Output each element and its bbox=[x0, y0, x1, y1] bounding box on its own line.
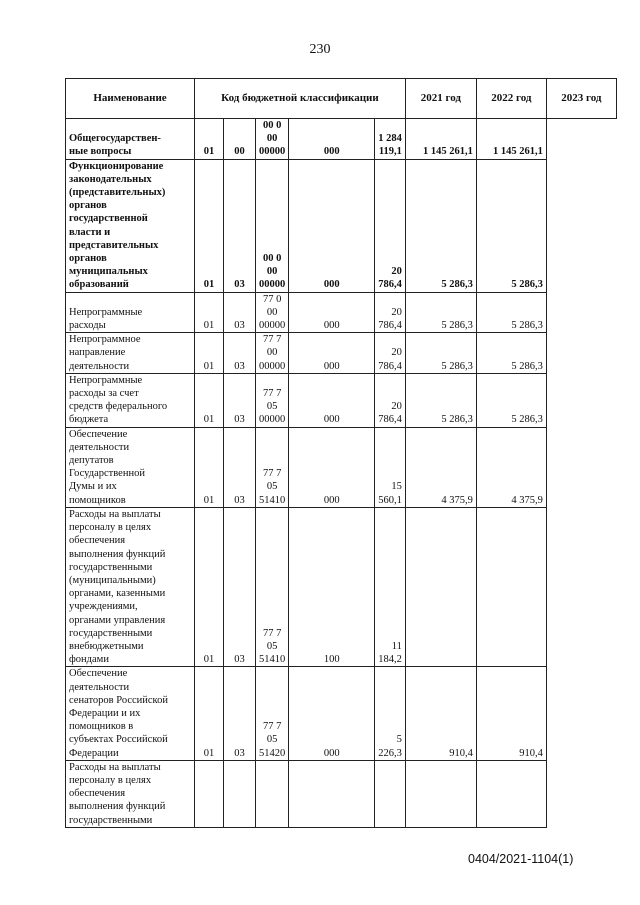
code-target-article: 77 0 00 00000 bbox=[256, 292, 289, 333]
row-name: Непрограммные расходы bbox=[66, 292, 195, 333]
code-expense-type: 000 bbox=[289, 427, 375, 507]
value-2021 bbox=[375, 760, 406, 827]
code-target-article: 77 7 05 51410 bbox=[256, 507, 289, 666]
value-2023: 1 145 261,1 bbox=[476, 119, 546, 160]
code-expense-type: 000 bbox=[289, 667, 375, 760]
code-subsection: 03 bbox=[224, 333, 256, 374]
row-name: Функционирование законодательных (представительных) органов государственной власти и представительных органов муниципальных образований bbox=[66, 159, 195, 292]
row-name: Непрограммные расходы за счет средств федерального бюджета bbox=[66, 373, 195, 427]
value-2022: 1 145 261,1 bbox=[405, 119, 476, 160]
value-2021: 20 786,4 bbox=[375, 373, 406, 427]
table-row bbox=[66, 507, 617, 666]
value-2021: 1 284 119,1 bbox=[375, 119, 406, 160]
code-target-article: 77 7 05 00000 bbox=[256, 373, 289, 427]
value-2021: 20 786,4 bbox=[375, 292, 406, 333]
code-section: 01 bbox=[195, 667, 224, 760]
code-section: 01 bbox=[195, 292, 224, 333]
code-expense-type: 000 bbox=[289, 373, 375, 427]
code-target-article: 00 0 00 00000 bbox=[256, 159, 289, 292]
value-2021: 5 226,3 bbox=[375, 667, 406, 760]
code-target-article bbox=[256, 760, 289, 827]
value-2022 bbox=[405, 507, 476, 666]
header-2023: 2023 год bbox=[546, 79, 616, 119]
value-2023: 5 286,3 bbox=[476, 333, 546, 374]
code-target-article: 77 7 05 51410 bbox=[256, 427, 289, 507]
value-2021: 15 560,1 bbox=[375, 427, 406, 507]
value-2021: 20 786,4 bbox=[375, 159, 406, 292]
code-expense-type bbox=[289, 760, 375, 827]
row-name: Расходы на выплаты персоналу в целях обеспечения выполнения функций государственными bbox=[66, 760, 195, 827]
value-2022: 4 375,9 bbox=[405, 427, 476, 507]
code-subsection: 03 bbox=[224, 159, 256, 292]
table-row bbox=[66, 427, 617, 507]
code-expense-type: 000 bbox=[289, 333, 375, 374]
row-name: Общегосударствен- ные вопросы bbox=[66, 119, 195, 160]
code-section: 01 bbox=[195, 159, 224, 292]
value-2022: 910,4 bbox=[405, 667, 476, 760]
document-code: 0404/2021-1104(1) bbox=[468, 852, 574, 866]
value-2022 bbox=[405, 760, 476, 827]
value-2023: 5 286,3 bbox=[476, 159, 546, 292]
code-subsection: 03 bbox=[224, 427, 256, 507]
value-2021: 20 786,4 bbox=[375, 333, 406, 374]
table-row bbox=[66, 119, 617, 160]
code-subsection: 03 bbox=[224, 507, 256, 666]
table-row bbox=[66, 760, 617, 827]
value-2023: 910,4 bbox=[476, 667, 546, 760]
value-2023: 4 375,9 bbox=[476, 427, 546, 507]
row-name: Расходы на выплаты персоналу в целях обеспечения выполнения функций государственными (муниципальными) органами, казенными учреждениями, органами управления государственными внебюджетными фондами bbox=[66, 507, 195, 666]
table-row bbox=[66, 159, 617, 292]
table-row bbox=[66, 373, 617, 427]
code-target-article: 00 0 00 00000 bbox=[256, 119, 289, 160]
code-expense-type: 100 bbox=[289, 507, 375, 666]
code-section: 01 bbox=[195, 373, 224, 427]
header-2021: 2021 год bbox=[405, 79, 476, 119]
table-row bbox=[66, 333, 617, 374]
code-expense-type: 000 bbox=[289, 292, 375, 333]
table-body bbox=[66, 119, 617, 828]
code-section: 01 bbox=[195, 507, 224, 666]
table-row bbox=[66, 667, 617, 760]
row-name: Обеспечение деятельности депутатов Государственной Думы и их помощников bbox=[66, 427, 195, 507]
value-2022: 5 286,3 bbox=[405, 333, 476, 374]
value-2023: 5 286,3 bbox=[476, 373, 546, 427]
code-expense-type: 000 bbox=[289, 119, 375, 160]
code-subsection: 00 bbox=[224, 119, 256, 160]
value-2023: 5 286,3 bbox=[476, 292, 546, 333]
code-target-article: 77 7 05 51420 bbox=[256, 667, 289, 760]
header-2022: 2022 год bbox=[476, 79, 546, 119]
budget-table bbox=[65, 78, 617, 828]
code-subsection bbox=[224, 760, 256, 827]
row-name: Непрограммное направление деятельности bbox=[66, 333, 195, 374]
value-2021: 11 184,2 bbox=[375, 507, 406, 666]
code-section: 01 bbox=[195, 333, 224, 374]
code-subsection: 03 bbox=[224, 373, 256, 427]
code-subsection: 03 bbox=[224, 292, 256, 333]
code-section: 01 bbox=[195, 427, 224, 507]
code-section: 01 bbox=[195, 119, 224, 160]
code-subsection: 03 bbox=[224, 667, 256, 760]
row-name: Обеспечение деятельности сенаторов Российской Федерации и их помощников в субъектах Российской Федерации bbox=[66, 667, 195, 760]
value-2022: 5 286,3 bbox=[405, 373, 476, 427]
value-2022: 5 286,3 bbox=[405, 159, 476, 292]
value-2022: 5 286,3 bbox=[405, 292, 476, 333]
code-expense-type: 000 bbox=[289, 159, 375, 292]
code-section bbox=[195, 760, 224, 827]
header-code: Код бюджетной классификации bbox=[195, 79, 406, 119]
header-name: Наименование bbox=[66, 79, 195, 119]
header-row bbox=[66, 79, 617, 119]
value-2023 bbox=[476, 760, 546, 827]
page-number: 230 bbox=[309, 42, 331, 57]
value-2023 bbox=[476, 507, 546, 666]
table-row bbox=[66, 292, 617, 333]
code-target-article: 77 7 00 00000 bbox=[256, 333, 289, 374]
